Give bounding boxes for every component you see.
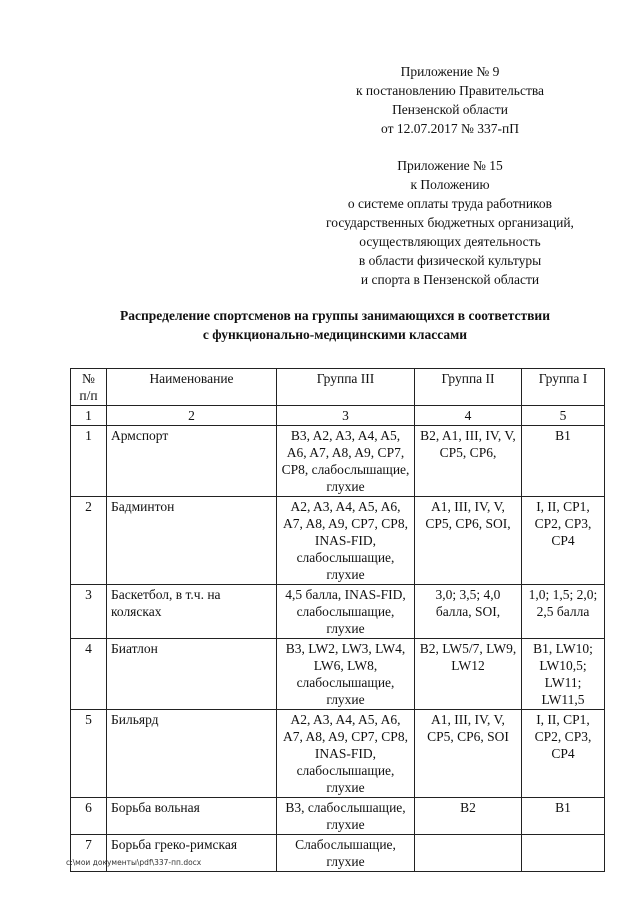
group-1-cell: 1,0; 1,5; 2,0; 2,5 балла	[522, 585, 605, 639]
header-group-2: Группа II	[415, 369, 522, 406]
sport-name: Баскетбол, в т.ч. на колясках	[107, 585, 277, 639]
regulation-line: Приложение № 15	[397, 158, 503, 173]
table-row	[71, 639, 605, 710]
sport-name: Армспорт	[107, 426, 277, 497]
sport-name: Бадминтон	[107, 497, 277, 585]
sport-name: Борьба греко-римская	[107, 835, 277, 872]
spacer	[300, 138, 600, 156]
regulation-line: в области физической культуры	[358, 253, 542, 268]
group-3-cell: Слабослышащие, глухие	[277, 835, 415, 872]
row-number: 2	[71, 497, 107, 585]
row-number: 6	[71, 798, 107, 835]
table-row	[71, 497, 605, 585]
index-cell: 4	[415, 406, 522, 426]
group-1-cell: I, II, CP1, CP2, CP3, CP4	[522, 710, 605, 798]
group-2-cell: A1, III, IV, V, CP5, CP6, SOI	[415, 710, 522, 798]
table-header-row	[71, 369, 605, 406]
group-3-cell: B3, слабослышащие, глухие	[277, 798, 415, 835]
group-3-cell: B3, LW2, LW3, LW4, LW6, LW8, слабослышащие, глухие	[277, 639, 415, 710]
table-row	[71, 426, 605, 497]
group-3-cell: B3, A2, A3, A4, A5, A6, A7, A8, A9, CP7, CP8, слабослышащие, глухие	[277, 426, 415, 497]
index-cell: 2	[107, 406, 277, 426]
index-cell: 3	[277, 406, 415, 426]
group-1-cell	[522, 835, 605, 872]
group-3-cell: A2, A3, A4, A5, A6, A7, A8, A9, CP7, CP8, INAS-FID, слабослышащие, глухие	[277, 497, 415, 585]
header-name: Наименование	[107, 369, 277, 406]
regulation-line: осуществляющих деятельность	[359, 234, 541, 249]
classification-table	[70, 368, 605, 872]
group-1-cell: B1	[522, 426, 605, 497]
group-1-cell: B1	[522, 798, 605, 835]
regulation-line: о системе оплаты труда работников	[347, 196, 553, 211]
table-row	[71, 798, 605, 835]
regulation-line: и спорта в Пензенской области	[360, 272, 540, 287]
row-number: 5	[71, 710, 107, 798]
header-group-1: Группа I	[522, 369, 605, 406]
index-cell: 5	[522, 406, 605, 426]
title-line: Распределение спортсменов на группы занимающихся в соответствии	[120, 308, 550, 323]
annex-line: от 12.07.2017 № 337-пП	[381, 121, 519, 136]
sport-name: Борьба вольная	[107, 798, 277, 835]
document-title	[40, 306, 630, 344]
row-number: 7	[71, 835, 107, 872]
sport-name: Биатлон	[107, 639, 277, 710]
group-2-cell	[415, 835, 522, 872]
table-body	[71, 406, 605, 872]
annex-line: Приложение № 9	[400, 64, 500, 79]
header-num: № п/п	[71, 369, 107, 406]
group-2-cell: A1, III, IV, V, CP5, CP6, SOI,	[415, 497, 522, 585]
table-row	[71, 585, 605, 639]
group-1-cell: I, II, CP1, CP2, CP3, CP4	[522, 497, 605, 585]
index-cell: 1	[71, 406, 107, 426]
header-group-3: Группа III	[277, 369, 415, 406]
header-block	[300, 62, 600, 289]
group-3-cell: 4,5 балла, INAS-FID, слабослышащие, глухие	[277, 585, 415, 639]
index-row	[71, 406, 605, 426]
group-2-cell: B2, A1, III, IV, V, CP5, CP6,	[415, 426, 522, 497]
sport-name: Бильярд	[107, 710, 277, 798]
regulation-line: государственных бюджетных организаций,	[326, 215, 574, 230]
file-path-footer: c:\мои документы\pdf\337-пп.docx	[66, 858, 202, 867]
regulation-line: к Положению	[410, 177, 490, 192]
group-3-cell: A2, A3, A4, A5, A6, A7, A8, A9, CP7, CP8, INAS-FID, слабослышащие, глухие	[277, 710, 415, 798]
group-1-cell: B1, LW10; LW10,5; LW11; LW11,5	[522, 639, 605, 710]
row-number: 4	[71, 639, 107, 710]
group-2-cell: B2, LW5/7, LW9, LW12	[415, 639, 522, 710]
group-2-cell: B2	[415, 798, 522, 835]
annex-line: к постановлению Правительства	[355, 83, 545, 98]
group-2-cell: 3,0; 3,5; 4,0 балла, SOI,	[415, 585, 522, 639]
row-number: 1	[71, 426, 107, 497]
table-row	[71, 710, 605, 798]
annex-line: Пензенской области	[392, 102, 508, 117]
title-line: с функционально-медицинскими классами	[202, 327, 468, 342]
row-number: 3	[71, 585, 107, 639]
